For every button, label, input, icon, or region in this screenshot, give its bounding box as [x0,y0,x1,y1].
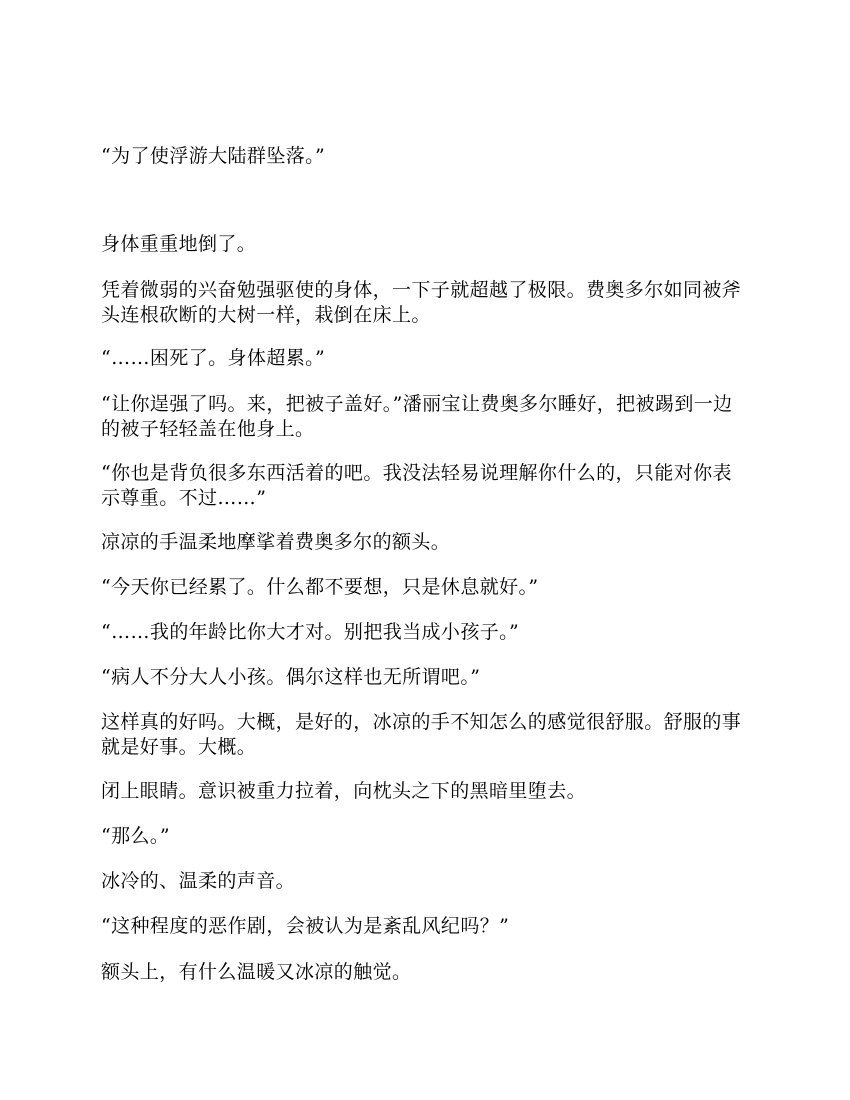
paragraph-13: “那么。” [101,825,170,847]
paragraph-15: “这种程度的恶作剧，会被认为是紊乱风纪吗？” [101,915,510,937]
paragraph-3: 凭着微弱的兴奋勉强驱使的身体，一下子就超越了极限。费奥多尔如同被斧头连根砍断的大树一样，栽倒在床上。 [101,279,742,326]
paragraph-4: “……困死了。身体超累。” [101,347,326,369]
paragraph-10: “病人不分大人小孩。偶尔这样也无所谓吧。” [101,666,481,688]
paragraph-12: 闭上眼睛。意识被重力拉着，向枕头之下的黑暗里堕去。 [101,780,587,802]
paragraph-16: 额头上，有什么温暖又冰凉的触觉。 [101,961,412,983]
paragraph-6: “你也是背负很多东西活着的吧。我没法轻易说理解你什么的，只能对你表示尊重。不过……” [101,462,732,509]
paragraph-2: 身体重重地倒了。 [101,233,257,255]
paragraph-1: “为了使浮游大陆群坠落。” [101,145,326,167]
paragraph-9: “……我的年龄比你大才对。别把我当成小孩子。” [101,621,520,643]
paragraph-7: 凉凉的手温柔地摩挲着费奥多尔的额头。 [101,531,451,553]
paragraph-11: 这样真的好吗。大概，是好的，冰凉的手不知怎么的感觉很舒服。舒服的事就是好事。大概。 [101,711,742,758]
paragraph-14: 冰冷的、温柔的声音。 [101,870,296,892]
paragraph-5: “让你逞强了吗。来，把被子盖好。”潘丽宝让费奥多尔睡好，把被踢到一边的被子轻轻盖在他身上。 [101,393,733,440]
paragraph-8: “今天你已经累了。什么都不要想，只是休息就好。” [101,576,539,598]
